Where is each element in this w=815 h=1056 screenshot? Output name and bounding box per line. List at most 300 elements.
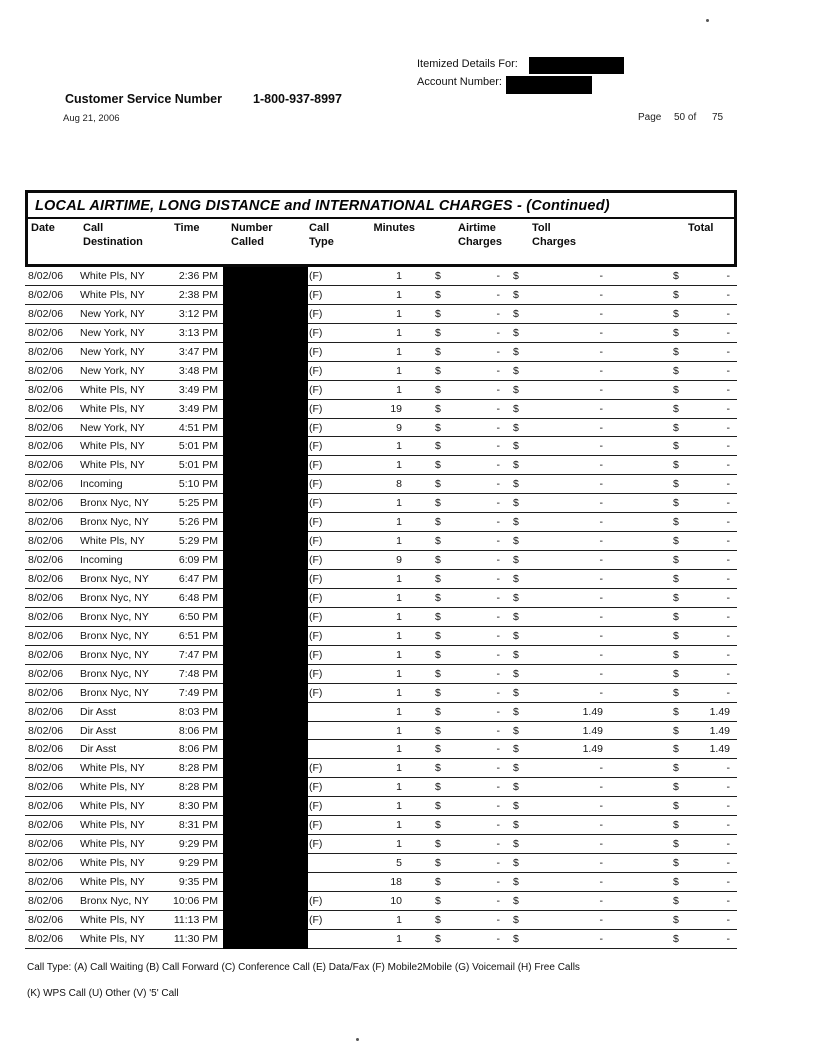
cell-minutes: 1 [396,497,402,510]
cell-toll-currency: $ [513,478,519,491]
scan-speck [706,19,709,22]
table-row [25,684,737,703]
page-current: 50 of [674,112,697,123]
table-header-box [25,190,737,267]
cell-minutes: 1 [396,288,402,301]
cell-airtime-currency: $ [435,440,441,453]
cell-time: 5:01 PM [178,459,218,472]
cell-toll-charges: - [599,440,603,453]
cell-total: - [726,497,730,510]
cell-toll-charges: - [599,876,603,888]
cell-toll-charges: - [599,497,603,510]
cell-call-destination: Bronx Nyc, NY [80,667,149,680]
cell-toll-charges: - [599,591,603,604]
cell-toll-currency: $ [513,288,519,301]
cell-date: 8/02/06 [28,345,64,358]
cell-toll-charges: - [599,932,603,945]
cell-minutes: 1 [396,743,402,756]
cell-airtime-currency: $ [435,383,441,396]
col-header-total: Total [688,222,714,234]
cell-total-currency: $ [673,838,679,851]
cell-minutes: 1 [396,307,402,320]
cell-total-currency: $ [673,307,679,320]
cell-call-type: (F) [309,383,323,396]
cell-minutes: 1 [396,573,402,585]
cell-airtime-currency: $ [435,838,441,851]
cell-date: 8/02/06 [28,573,64,585]
cell-call-type: (F) [309,345,323,358]
cell-airtime-currency: $ [435,478,441,491]
cell-call-type: (F) [309,686,323,699]
cell-call-type: (F) [309,421,323,434]
cell-call-destination: Incoming [80,554,123,567]
cell-minutes: 1 [396,591,402,604]
statement-date: Aug 21, 2006 [63,113,120,124]
cell-minutes: 10 [390,894,402,907]
col-header-date: Date [31,222,55,234]
cell-date: 8/02/06 [28,383,64,396]
cell-airtime-charges: - [496,838,500,851]
cell-date: 8/02/06 [28,629,64,642]
cell-airtime-currency: $ [435,894,441,907]
cell-airtime-currency: $ [435,591,441,604]
cell-toll-currency: $ [513,838,519,851]
cell-call-destination: Bronx Nyc, NY [80,686,149,699]
cell-minutes: 1 [396,705,402,718]
cell-minutes: 1 [396,345,402,358]
table-row [25,324,737,343]
cell-call-destination: Bronx Nyc, NY [80,573,149,585]
cell-time: 8:31 PM [178,819,218,832]
cell-minutes: 1 [396,383,402,396]
cell-minutes: 1 [396,270,402,282]
cell-total: - [726,440,730,453]
cell-call-type: (F) [309,307,323,320]
cell-total: - [726,326,730,339]
table-row [25,892,737,911]
cell-minutes: 1 [396,629,402,642]
cell-total: - [726,288,730,301]
cell-total: - [726,383,730,396]
cell-airtime-currency: $ [435,819,441,832]
cell-toll-currency: $ [513,326,519,339]
cell-call-destination: Dir Asst [80,724,117,737]
cell-total: - [726,876,730,888]
cell-airtime-charges: - [496,364,500,377]
cell-toll-charges: - [599,402,603,415]
redaction-box-account-number [506,76,592,94]
table-row [25,286,737,305]
cell-toll-charges: - [599,762,603,775]
cell-call-type: (F) [309,913,323,926]
cell-date: 8/02/06 [28,762,64,775]
cell-time: 2:36 PM [178,270,218,282]
cell-total-currency: $ [673,857,679,870]
col-header-minutes: Minutes [373,222,415,234]
table-row [25,608,737,627]
cell-minutes: 1 [396,800,402,813]
cell-airtime-charges: - [496,478,500,491]
cell-total: - [726,857,730,870]
cell-call-type: (F) [309,894,323,907]
cell-toll-charges: - [599,270,603,282]
cell-airtime-currency: $ [435,610,441,623]
cell-total-currency: $ [673,478,679,491]
cell-call-type: (F) [309,288,323,301]
cell-time: 5:29 PM [178,535,218,548]
cell-airtime-charges: - [496,781,500,794]
cell-call-type: (F) [309,497,323,510]
cell-call-destination: White Pls, NY [80,800,145,813]
cell-date: 8/02/06 [28,554,64,567]
cell-toll-currency: $ [513,667,519,680]
cell-toll-charges: 1.49 [582,705,603,718]
cell-toll-currency: $ [513,724,519,737]
cell-call-destination: White Pls, NY [80,535,145,548]
cell-airtime-currency: $ [435,364,441,377]
cell-date: 8/02/06 [28,800,64,813]
cell-airtime-currency: $ [435,326,441,339]
cell-minutes: 1 [396,516,402,529]
cell-airtime-currency: $ [435,913,441,926]
cell-airtime-currency: $ [435,307,441,320]
cell-call-type: (F) [309,667,323,680]
cell-time: 3:47 PM [178,345,218,358]
cell-toll-charges: - [599,326,603,339]
cell-airtime-charges: - [496,932,500,945]
cell-time: 6:09 PM [178,554,218,567]
cell-total: - [726,629,730,642]
cell-toll-currency: $ [513,573,519,585]
cell-toll-charges: - [599,894,603,907]
cell-airtime-currency: $ [435,705,441,718]
table-row [25,437,737,456]
cell-toll-currency: $ [513,307,519,320]
cell-minutes: 1 [396,364,402,377]
cell-toll-currency: $ [513,440,519,453]
cell-time: 3:13 PM [178,326,218,339]
cell-call-destination: White Pls, NY [80,781,145,794]
cell-minutes: 1 [396,819,402,832]
cell-airtime-charges: - [496,591,500,604]
cell-minutes: 19 [390,402,402,415]
cell-time: 5:25 PM [178,497,218,510]
cell-total: - [726,762,730,775]
cell-airtime-currency: $ [435,288,441,301]
cell-airtime-currency: $ [435,535,441,548]
cell-date: 8/02/06 [28,270,64,282]
table-row [25,381,737,400]
cell-date: 8/02/06 [28,288,64,301]
table-row [25,740,737,759]
table-row [25,475,737,494]
cell-total-currency: $ [673,648,679,661]
cell-total-currency: $ [673,876,679,888]
cell-airtime-charges: - [496,894,500,907]
cell-total: 1.49 [709,705,730,718]
cell-total-currency: $ [673,800,679,813]
table-row [25,343,737,362]
cell-time: 8:03 PM [178,705,218,718]
cell-call-type: (F) [309,573,323,585]
cell-call-destination: White Pls, NY [80,876,145,888]
cell-airtime-currency: $ [435,516,441,529]
cell-toll-charges: - [599,648,603,661]
cell-toll-charges: - [599,459,603,472]
cell-total: - [726,610,730,623]
cell-toll-currency: $ [513,535,519,548]
cell-airtime-charges: - [496,383,500,396]
cell-date: 8/02/06 [28,459,64,472]
cell-airtime-charges: - [496,345,500,358]
cell-time: 10:06 PM [173,894,218,907]
scan-speck [356,1038,359,1041]
cell-minutes: 18 [390,876,402,888]
cell-total-currency: $ [673,554,679,567]
cell-date: 8/02/06 [28,838,64,851]
cell-call-destination: Bronx Nyc, NY [80,591,149,604]
cell-minutes: 1 [396,838,402,851]
cell-total-currency: $ [673,402,679,415]
cell-airtime-currency: $ [435,743,441,756]
cell-call-destination: New York, NY [80,364,145,377]
cell-date: 8/02/06 [28,932,64,945]
cell-toll-charges: - [599,610,603,623]
cell-total: - [726,516,730,529]
cell-time: 3:49 PM [178,383,218,396]
cell-call-destination: Bronx Nyc, NY [80,629,149,642]
cell-airtime-charges: - [496,648,500,661]
table-row [25,419,737,438]
cell-time: 11:30 PM [173,932,218,945]
table-row [25,456,737,475]
cell-total-currency: $ [673,762,679,775]
table-row [25,722,737,741]
cell-toll-charges: - [599,667,603,680]
cell-airtime-charges: - [496,573,500,585]
cell-total: - [726,535,730,548]
cell-call-type: (F) [309,326,323,339]
cell-minutes: 1 [396,648,402,661]
cell-date: 8/02/06 [28,610,64,623]
cell-airtime-charges: - [496,270,500,282]
cell-time: 5:01 PM [178,440,218,453]
cell-call-destination: White Pls, NY [80,402,145,415]
cell-toll-charges: 1.49 [582,743,603,756]
cell-total: - [726,421,730,434]
cell-airtime-charges: - [496,762,500,775]
cell-total: - [726,800,730,813]
cell-call-type: (F) [309,648,323,661]
table-row [25,911,737,930]
cell-toll-currency: $ [513,686,519,699]
cell-total-currency: $ [673,819,679,832]
cell-call-destination: White Pls, NY [80,838,145,851]
cell-call-destination: New York, NY [80,326,145,339]
cell-airtime-charges: - [496,667,500,680]
cell-toll-currency: $ [513,705,519,718]
cell-call-type: (F) [309,459,323,472]
table-row [25,362,737,381]
cell-airtime-charges: - [496,876,500,888]
cell-call-type: (F) [309,591,323,604]
cell-toll-charges: - [599,857,603,870]
cell-total: - [726,648,730,661]
cell-call-destination: White Pls, NY [80,762,145,775]
cell-airtime-charges: - [496,402,500,415]
cell-total: - [726,591,730,604]
cell-airtime-currency: $ [435,629,441,642]
cell-minutes: 1 [396,686,402,699]
cell-call-type: (F) [309,800,323,813]
cell-minutes: 1 [396,913,402,926]
cell-date: 8/02/06 [28,686,64,699]
cell-total-currency: $ [673,421,679,434]
table-row [25,873,737,892]
cell-call-destination: White Pls, NY [80,440,145,453]
col-header-time: Time [174,222,200,234]
call-type-legend-line2: (K) WPS Call (U) Other (V) '5' Call [27,988,179,999]
cell-time: 9:35 PM [178,876,218,888]
cell-call-type: (F) [309,819,323,832]
cell-airtime-currency: $ [435,857,441,870]
cell-date: 8/02/06 [28,307,64,320]
cell-total-currency: $ [673,932,679,945]
table-row [25,627,737,646]
table-row [25,835,737,854]
cell-toll-charges: - [599,573,603,585]
cell-call-type: (F) [309,610,323,623]
table-row [25,551,737,570]
cell-total-currency: $ [673,270,679,282]
cell-minutes: 1 [396,781,402,794]
cell-airtime-currency: $ [435,459,441,472]
cell-airtime-charges: - [496,459,500,472]
cell-time: 4:51 PM [178,421,218,434]
cell-toll-charges: - [599,364,603,377]
cell-airtime-currency: $ [435,781,441,794]
cell-toll-currency: $ [513,421,519,434]
cell-date: 8/02/06 [28,819,64,832]
cell-airtime-currency: $ [435,345,441,358]
cell-airtime-currency: $ [435,402,441,415]
cell-toll-charges: - [599,516,603,529]
table-row [25,570,737,589]
cell-date: 8/02/06 [28,857,64,870]
cell-airtime-currency: $ [435,648,441,661]
cell-time: 6:50 PM [178,610,218,623]
cell-call-destination: Bronx Nyc, NY [80,894,149,907]
cell-minutes: 8 [396,478,402,491]
cell-date: 8/02/06 [28,364,64,377]
cell-call-destination: White Pls, NY [80,383,145,396]
cell-toll-currency: $ [513,345,519,358]
cell-total: - [726,307,730,320]
cell-total: - [726,554,730,567]
cell-date: 8/02/06 [28,478,64,491]
cell-total: - [726,402,730,415]
cell-total-currency: $ [673,894,679,907]
table-row [25,532,737,551]
cell-total-currency: $ [673,345,679,358]
cell-toll-charges: - [599,345,603,358]
cell-toll-currency: $ [513,629,519,642]
cell-time: 8:06 PM [178,743,218,756]
redaction-box-numbers-called [223,267,308,949]
col-header-call-destination: Call Destination [83,222,143,248]
cell-time: 5:10 PM [178,478,218,491]
cell-toll-currency: $ [513,497,519,510]
cell-minutes: 1 [396,667,402,680]
table-row [25,494,737,513]
cell-total: - [726,686,730,699]
cell-airtime-charges: - [496,535,500,548]
cell-date: 8/02/06 [28,591,64,604]
table-row [25,778,737,797]
col-header-airtime-charges: Airtime Charges [458,222,503,248]
cell-total-currency: $ [673,326,679,339]
cell-toll-currency: $ [513,781,519,794]
cell-call-type: (F) [309,781,323,794]
cell-call-destination: New York, NY [80,345,145,358]
cell-total: - [726,667,730,680]
cell-airtime-currency: $ [435,270,441,282]
cell-airtime-charges: - [496,554,500,567]
table-row [25,400,737,419]
cell-call-destination: White Pls, NY [80,913,145,926]
cell-toll-charges: - [599,781,603,794]
cell-time: 8:28 PM [178,781,218,794]
call-type-legend-line1: Call Type: (A) Call Waiting (B) Call Forward (C) Conference Call (E) Data/Fax (F) Mobile2Mobile (G) Voicemail (H) Free Calls [27,962,580,973]
cell-airtime-currency: $ [435,497,441,510]
cell-toll-currency: $ [513,516,519,529]
cell-airtime-charges: - [496,516,500,529]
cell-airtime-charges: - [496,743,500,756]
table-row [25,703,737,722]
cell-airtime-charges: - [496,288,500,301]
cell-time: 8:30 PM [178,800,218,813]
cell-total-currency: $ [673,497,679,510]
cell-time: 3:12 PM [178,307,218,320]
cell-airtime-currency: $ [435,421,441,434]
cell-call-type: (F) [309,402,323,415]
cell-airtime-currency: $ [435,876,441,888]
cell-airtime-currency: $ [435,573,441,585]
cell-airtime-currency: $ [435,667,441,680]
cell-total: - [726,819,730,832]
cell-total-currency: $ [673,516,679,529]
cell-time: 7:48 PM [178,667,218,680]
cell-airtime-charges: - [496,705,500,718]
cell-total-currency: $ [673,610,679,623]
cell-total-currency: $ [673,383,679,396]
cell-call-destination: Bronx Nyc, NY [80,648,149,661]
cell-call-type: (F) [309,762,323,775]
cell-date: 8/02/06 [28,724,64,737]
cell-airtime-charges: - [496,610,500,623]
col-header-number-called: Number Called [231,222,273,248]
cell-call-destination: White Pls, NY [80,288,145,301]
table-row [25,589,737,608]
cell-minutes: 1 [396,459,402,472]
cell-airtime-charges: - [496,913,500,926]
cell-call-destination: Dir Asst [80,705,117,718]
cell-total-currency: $ [673,743,679,756]
cell-total-currency: $ [673,440,679,453]
redaction-box-customer-name [529,57,624,74]
cell-toll-currency: $ [513,383,519,396]
customer-service-number: 1-800-937-8997 [253,92,342,106]
